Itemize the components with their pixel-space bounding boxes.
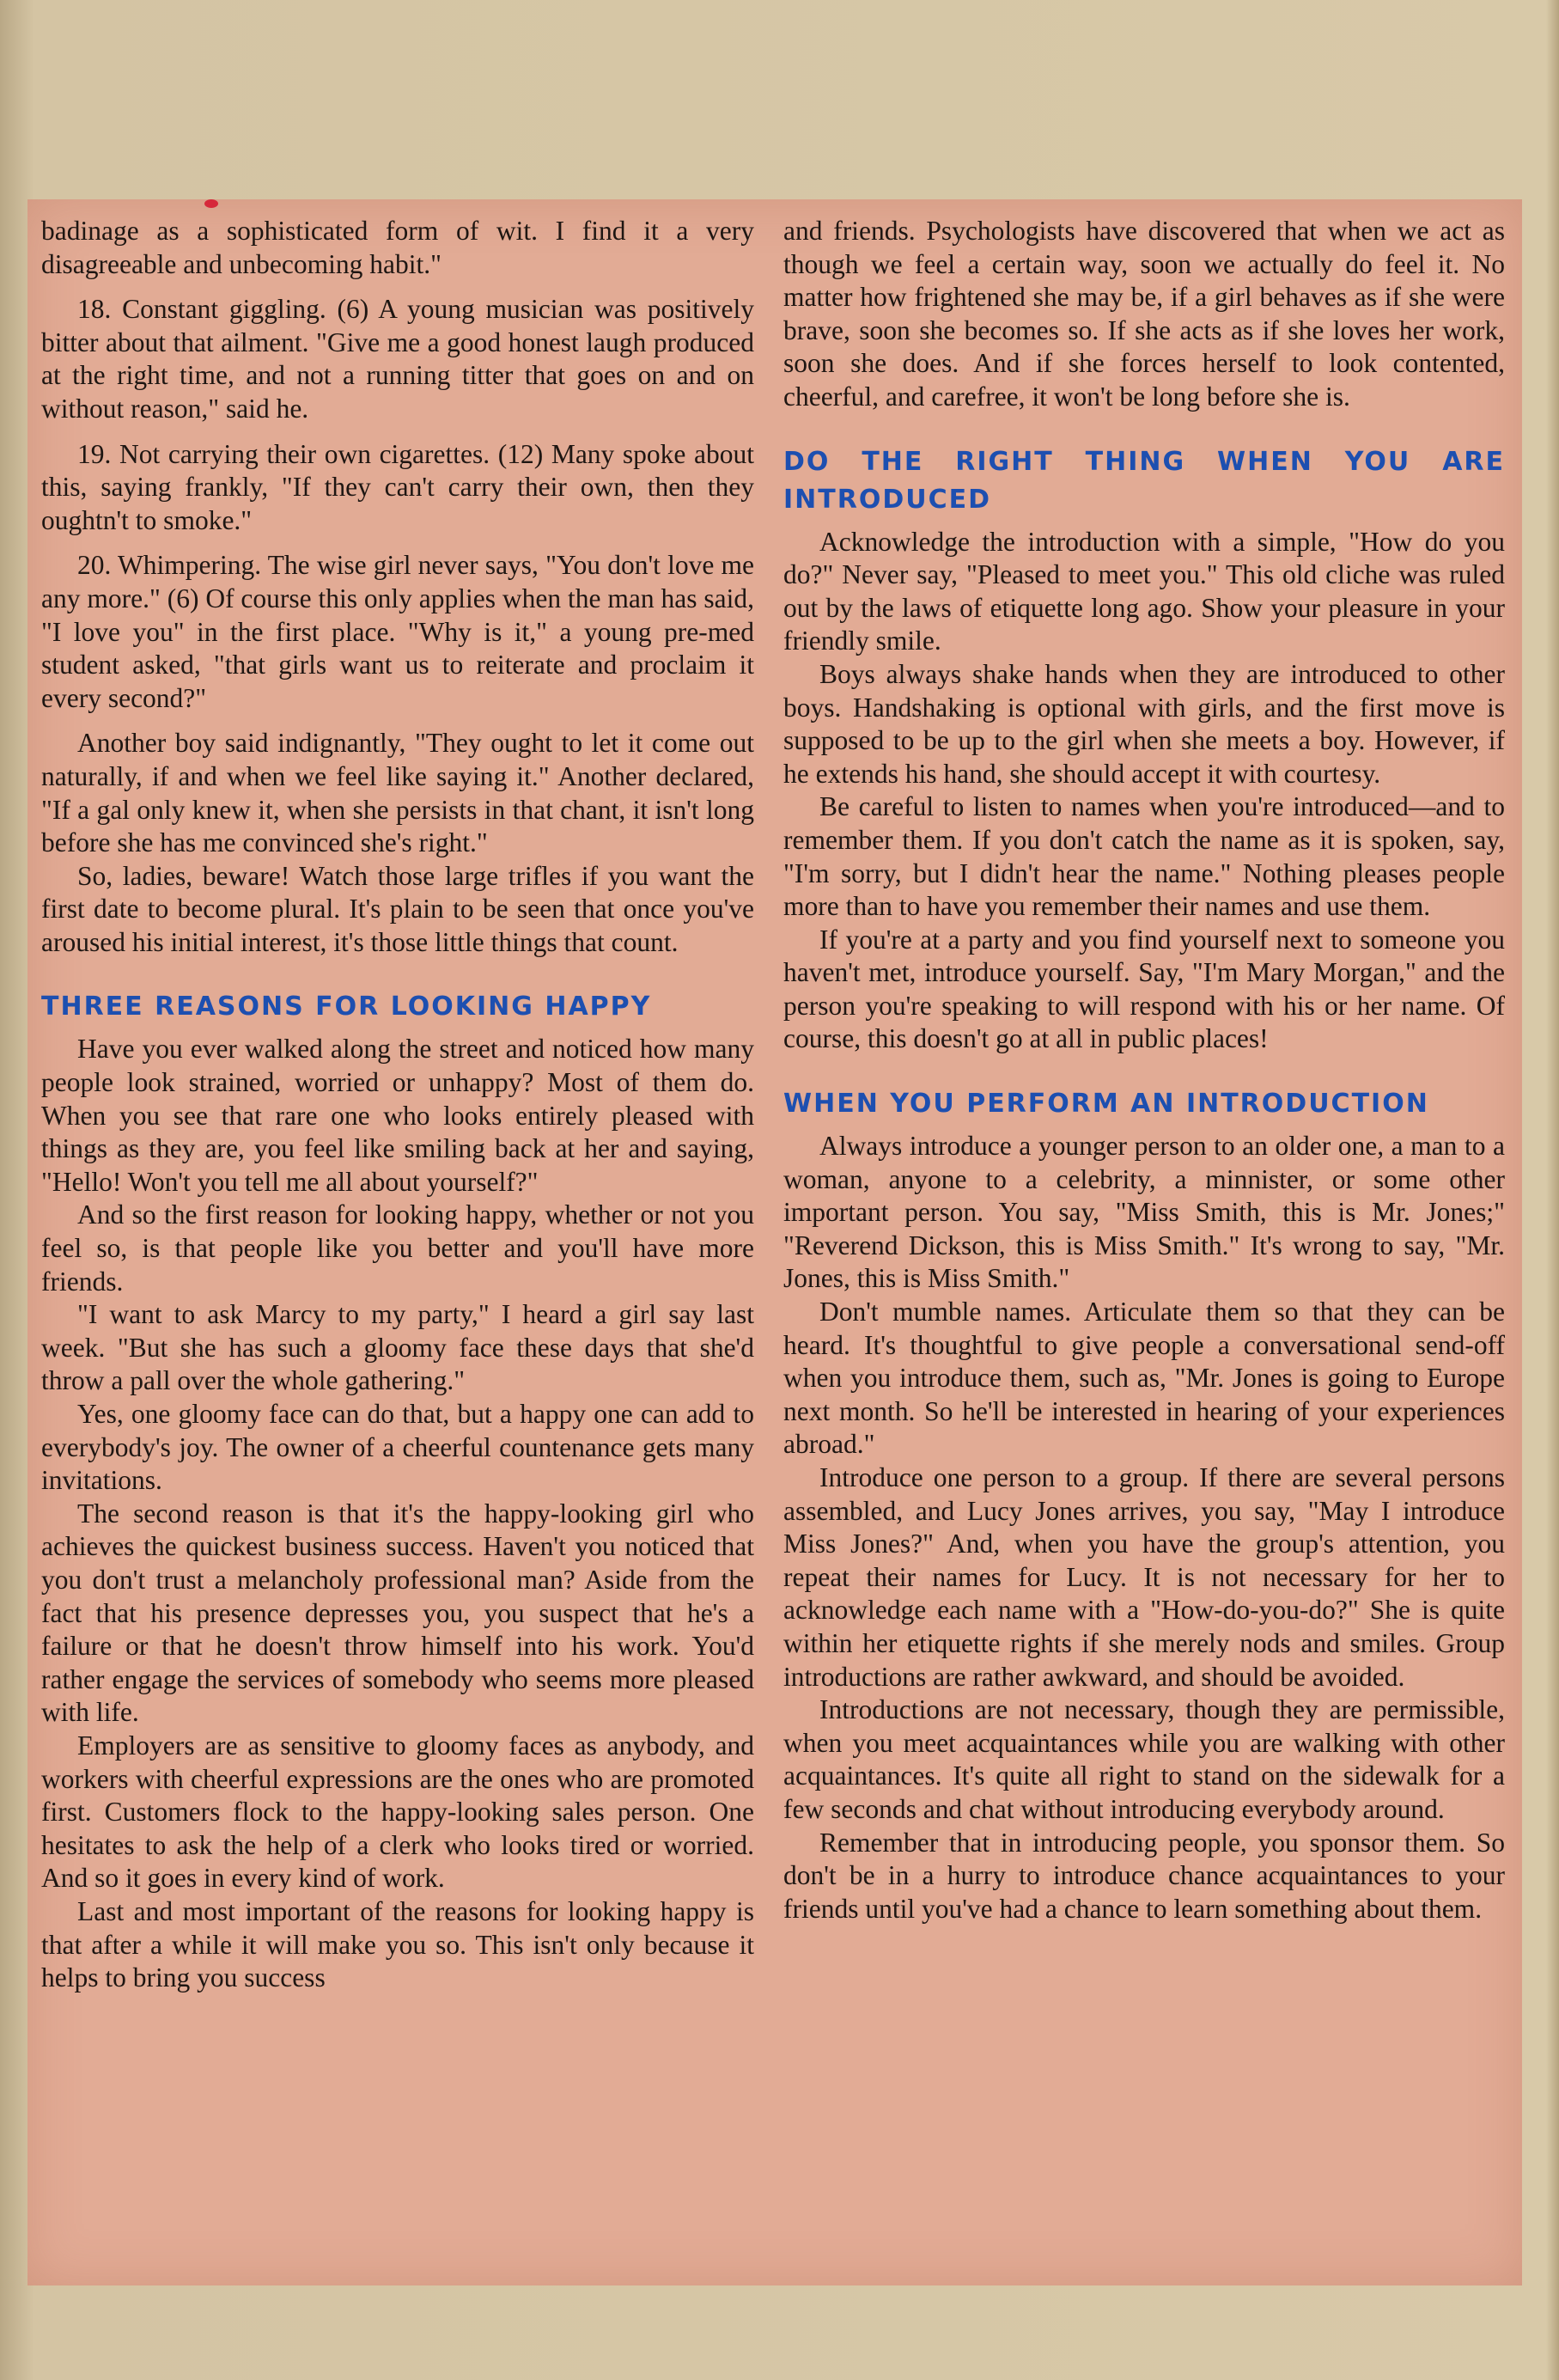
paragraph: Don't mumble names. Articulate them so that they can be heard. It's thoughtful to give people a conversational send-off when you introduce them, such as, "Mr. Jones is going to Europe next month. So he'll be interested in hearing of your experiences abroad.": [783, 1297, 1505, 1460]
paragraph: The second reason is that it's the happy-looking girl who achieves the quickest business success. Haven't you noticed that you don't trust a melancholy professional man? Aside from the fact that his presence depresses you, you suspect that he's a failure or that he doesn't throw himself into his work. You'd rather engage the services of somebody who seems more pleased with life.: [41, 1498, 754, 1728]
paragraph: Always introduce a younger person to an older one, a man to a woman, anyone to a celebrity, a minnister, or some other important person. You say, "Miss Smith, this is Mr. Jones;" "Reverend Dickson, this is Miss Smith." It's wrong to say, "Mr. Jones, this is Miss Smith.": [783, 1131, 1505, 1294]
left-column: [41, 215, 754, 1995]
paragraph: 18. Constant giggling. (6) A young musician was positively bitter about that ailment. "Give me a good honest laugh produced at the right time, and not a running titter that goes on and on without reason," said he.: [41, 294, 754, 424]
paragraph: 19. Not carrying their own cigarettes. (12) Many spoke about this, saying frankly, "If they can't carry their own, then they oughtn't to smoke.": [41, 438, 754, 535]
section-heading-looking-happy: THREE REASONS FOR LOOKING HAPPY: [41, 992, 652, 1022]
paragraph: Employers are as sensitive to gloomy faces as anybody, and workers with cheerful expressions are the ones who are promoted first. Customers flock to the happy-looking sales person. One hesitates to ask the help of a clerk who looks tired or worried. And so it goes in every kind of work.: [41, 1730, 754, 1894]
right-column: [783, 215, 1505, 1925]
paragraph: Last and most important of the reasons for looking happy is that after a while it will make you so. This isn't only because it helps to bring you success: [41, 1895, 754, 1993]
paragraph: Boys always shake hands when they are introduced to other boys. Handshaking is optional with girls, and the first move is supposed to be up to the girl when she meets a boy. However, if he extends his hand, she should accept it with courtesy.: [783, 658, 1505, 789]
section-heading-introduced: DO THE RIGHT THING WHEN YOU ARE INTRODUCED: [783, 446, 1505, 515]
paragraph: Remember that in introducing people, you sponsor them. So don't be in a hurry to introduce chance acquaintances to your friends until you've had a chance to learn something about them.: [783, 1827, 1505, 1924]
paragraph: Be careful to listen to names when you're introduced—and to remember them. If you don't catch the name as it is spoken, say, "I'm sorry, but I didn't hear the name." Nothing pleases people more than to have you remember their names and use them.: [783, 791, 1505, 922]
paragraph: 20. Whimpering. The wise girl never says, "You don't love me any more." (6) Of course this only applies when the man has said, "I love you" in the first place. "Why is it," a young pre-med student asked, "that girls want us to reiterate and proclaim it every second?": [41, 550, 754, 713]
paragraph: Yes, one gloomy face can do that, but a happy one can add to everybody's joy. The owner of a cheerful countenance gets many invitations.: [41, 1399, 754, 1496]
paragraph: Introduce one person to a group. If there are several persons assembled, and Lucy Jones arrives, you say, "May I introduce Miss Jones?" And, when you have the group's attention, you repeat their names for Lucy. It is not necessary for her to acknowledge each name with a "How-do-you-do?" She is quite within her etiquette rights if she merely nods and smiles. Group introductions are rather awkward, and should be avoided.: [783, 1462, 1505, 1692]
paragraph: So, ladies, beware! Watch those large trifles if you want the first date to become plural. It's plain to be seen that once you've aroused his initial interest, it's those little things that count.: [41, 860, 754, 957]
paragraph: badinage as a sophisticated form of wit. I find it a very disagreeable and unbecoming habit.": [41, 216, 754, 279]
paragraph: "I want to ask Marcy to my party," I heard a girl say last week. "But she has such a gloomy face these days that she'd throw a pall over the whole gathering.": [41, 1299, 754, 1396]
paragraph: and friends. Psychologists have discovered that when we act as though we feel a certain way, soon we actually do feel it. No matter how frightened she may be, if a girl behaves as if she were brave, soon she becomes so. If she acts as if she loves her work, soon she does. And if she forces herself to look contented, cheerful, and carefree, it won't be long before she is.: [783, 216, 1505, 412]
paragraph: If you're at a party and you find yourself next to someone you haven't met, introduce yourself. Say, "I'm Mary Morgan," and the person you're speaking to will respond with his or her name. Of course, this doesn't go at all in public places!: [783, 924, 1505, 1054]
ink-spot: [204, 199, 218, 208]
section-heading-perform-introduction: WHEN YOU PERFORM AN INTRODUCTION: [783, 1089, 1429, 1120]
paragraph: Another boy said indignantly, "They ought to let it come out naturally, if and when we feel like saying it." Another declared, "If a gal only knew it, when she persists in that chant, it isn't long before she has me convinced she's right.": [41, 728, 754, 858]
paragraph: Acknowledge the introduction with a simple, "How do you do?" Never say, "Pleased to meet you." This old cliche was ruled out by the laws of etiquette long ago. Show your pleasure in your friendly smile.: [783, 526, 1505, 656]
paragraph: Have you ever walked along the street and noticed how many people look strained, worried or unhappy? Most of them do. When you see that rare one who looks entirely pleased with things as they are, you feel like smiling back at her and saying, "Hello! Won't you tell me all about yourself?": [41, 1034, 754, 1197]
paragraph: Introductions are not necessary, though they are permissible, when you meet acquaintances while you are walking with other acquaintances. It's quite all right to stand on the sidewalk for a few seconds and chat without introducing everybody around.: [783, 1694, 1505, 1824]
paragraph: And so the first reason for looking happy, whether or not you feel so, is that people like you better and you'll have more friends.: [41, 1199, 754, 1297]
